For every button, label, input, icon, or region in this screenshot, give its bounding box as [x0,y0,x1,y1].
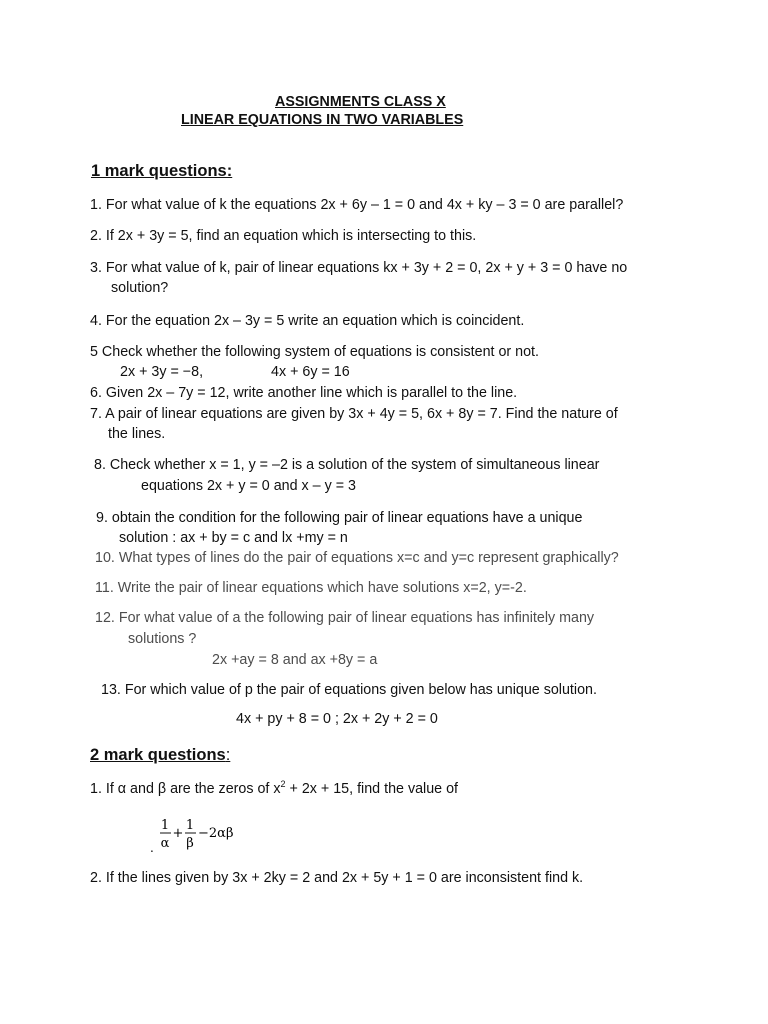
fraction-2-denominator: β [186,836,194,851]
question-10: 10. What types of lines do the pair of equations x=c and y=c represent graphically? [95,550,619,566]
fraction-expression [150,816,250,856]
section-1-heading: 1 mark questions: [91,162,233,180]
section-2-heading [90,746,230,765]
question-2-2: 2. If the lines given by 3x + 2ky = 2 and 2x + 5y + 1 = 0 are inconsistent find k. [90,870,584,886]
question-2-1-prefix: 1. If α and β are the zeros of x [90,781,281,797]
fraction-1-numerator: 1 [160,818,170,833]
question-13-line-2: 4x + py + 8 = 0 ; 2x + 2y + 2 = 0 [236,711,438,727]
question-6: 6. Given 2x – 7y = 12, write another line which is parallel to the line. [90,385,518,401]
question-5-equation-2: 4x + 6y = 16 [271,364,350,380]
section-2-heading-colon: : [225,746,231,764]
question-8-line-2: equations 2x + y = 0 and x – y = 3 [141,478,356,494]
question-8-line-1: 8. Check whether x = 1, y = –2 is a solution of the system of simultaneous linear [94,457,600,473]
question-12-line-3: 2x +ay = 8 and ax +8y = a [212,652,378,668]
section-2-heading-text: 2 mark questions [90,746,226,764]
question-3-line-1: 3. For what value of k, pair of linear equations kx + 3y + 2 = 0, 2x + y + 3 = 0 have no [90,260,628,276]
question-2-1-exponent: 2 [280,779,286,789]
fraction-expression-svg [150,816,250,856]
question-2: 2. If 2x + 3y = 5, find an equation which is intersecting to this. [90,228,477,244]
plus-sign: + [172,826,184,841]
question-5-equation-1: 2x + 3y = −8, [120,364,204,380]
expression-dot: . [150,841,154,855]
question-2-1-suffix: + 2x + 15, find the value of [285,781,459,797]
question-3-line-2: solution? [111,280,169,296]
expression-tail: −2αβ [198,826,234,841]
question-4: 4. For the equation 2x – 3y = 5 write an equation which is coincident. [90,313,525,329]
fraction-2-numerator: 1 [185,818,195,833]
title-line-1: ASSIGNMENTS CLASS X [275,94,446,110]
title-line-2: LINEAR EQUATIONS IN TWO VARIABLES [181,112,464,128]
question-7-line-1: 7. A pair of linear equations are given by 3x + 4y = 5, 6x + 8y = 7. Find the nature of [90,406,618,422]
question-5-line-1: 5 Check whether the following system of equations is consistent or not. [90,344,539,360]
question-9-line-1: 9. obtain the condition for the following pair of linear equations have a unique [96,510,583,526]
question-12-line-2: solutions ? [128,631,197,647]
question-7-line-2: the lines. [108,426,166,442]
question-9-line-2: solution : ax + by = c and lx +my = n [119,530,348,546]
question-12-line-1: 12. For what value of a the following pair of linear equations has infinitely many [95,610,595,626]
question-11: 11. Write the pair of linear equations which have solutions x=2, y=-2. [95,580,527,596]
question-13-line-1: 13. For which value of p the pair of equations given below has unique solution. [101,682,597,698]
question-1: 1. For what value of k the equations 2x + 6y – 1 = 0 and 4x + ky – 3 = 0 are parallel? [90,197,624,213]
fraction-1-denominator: α [160,836,170,851]
question-2-1 [90,781,458,798]
